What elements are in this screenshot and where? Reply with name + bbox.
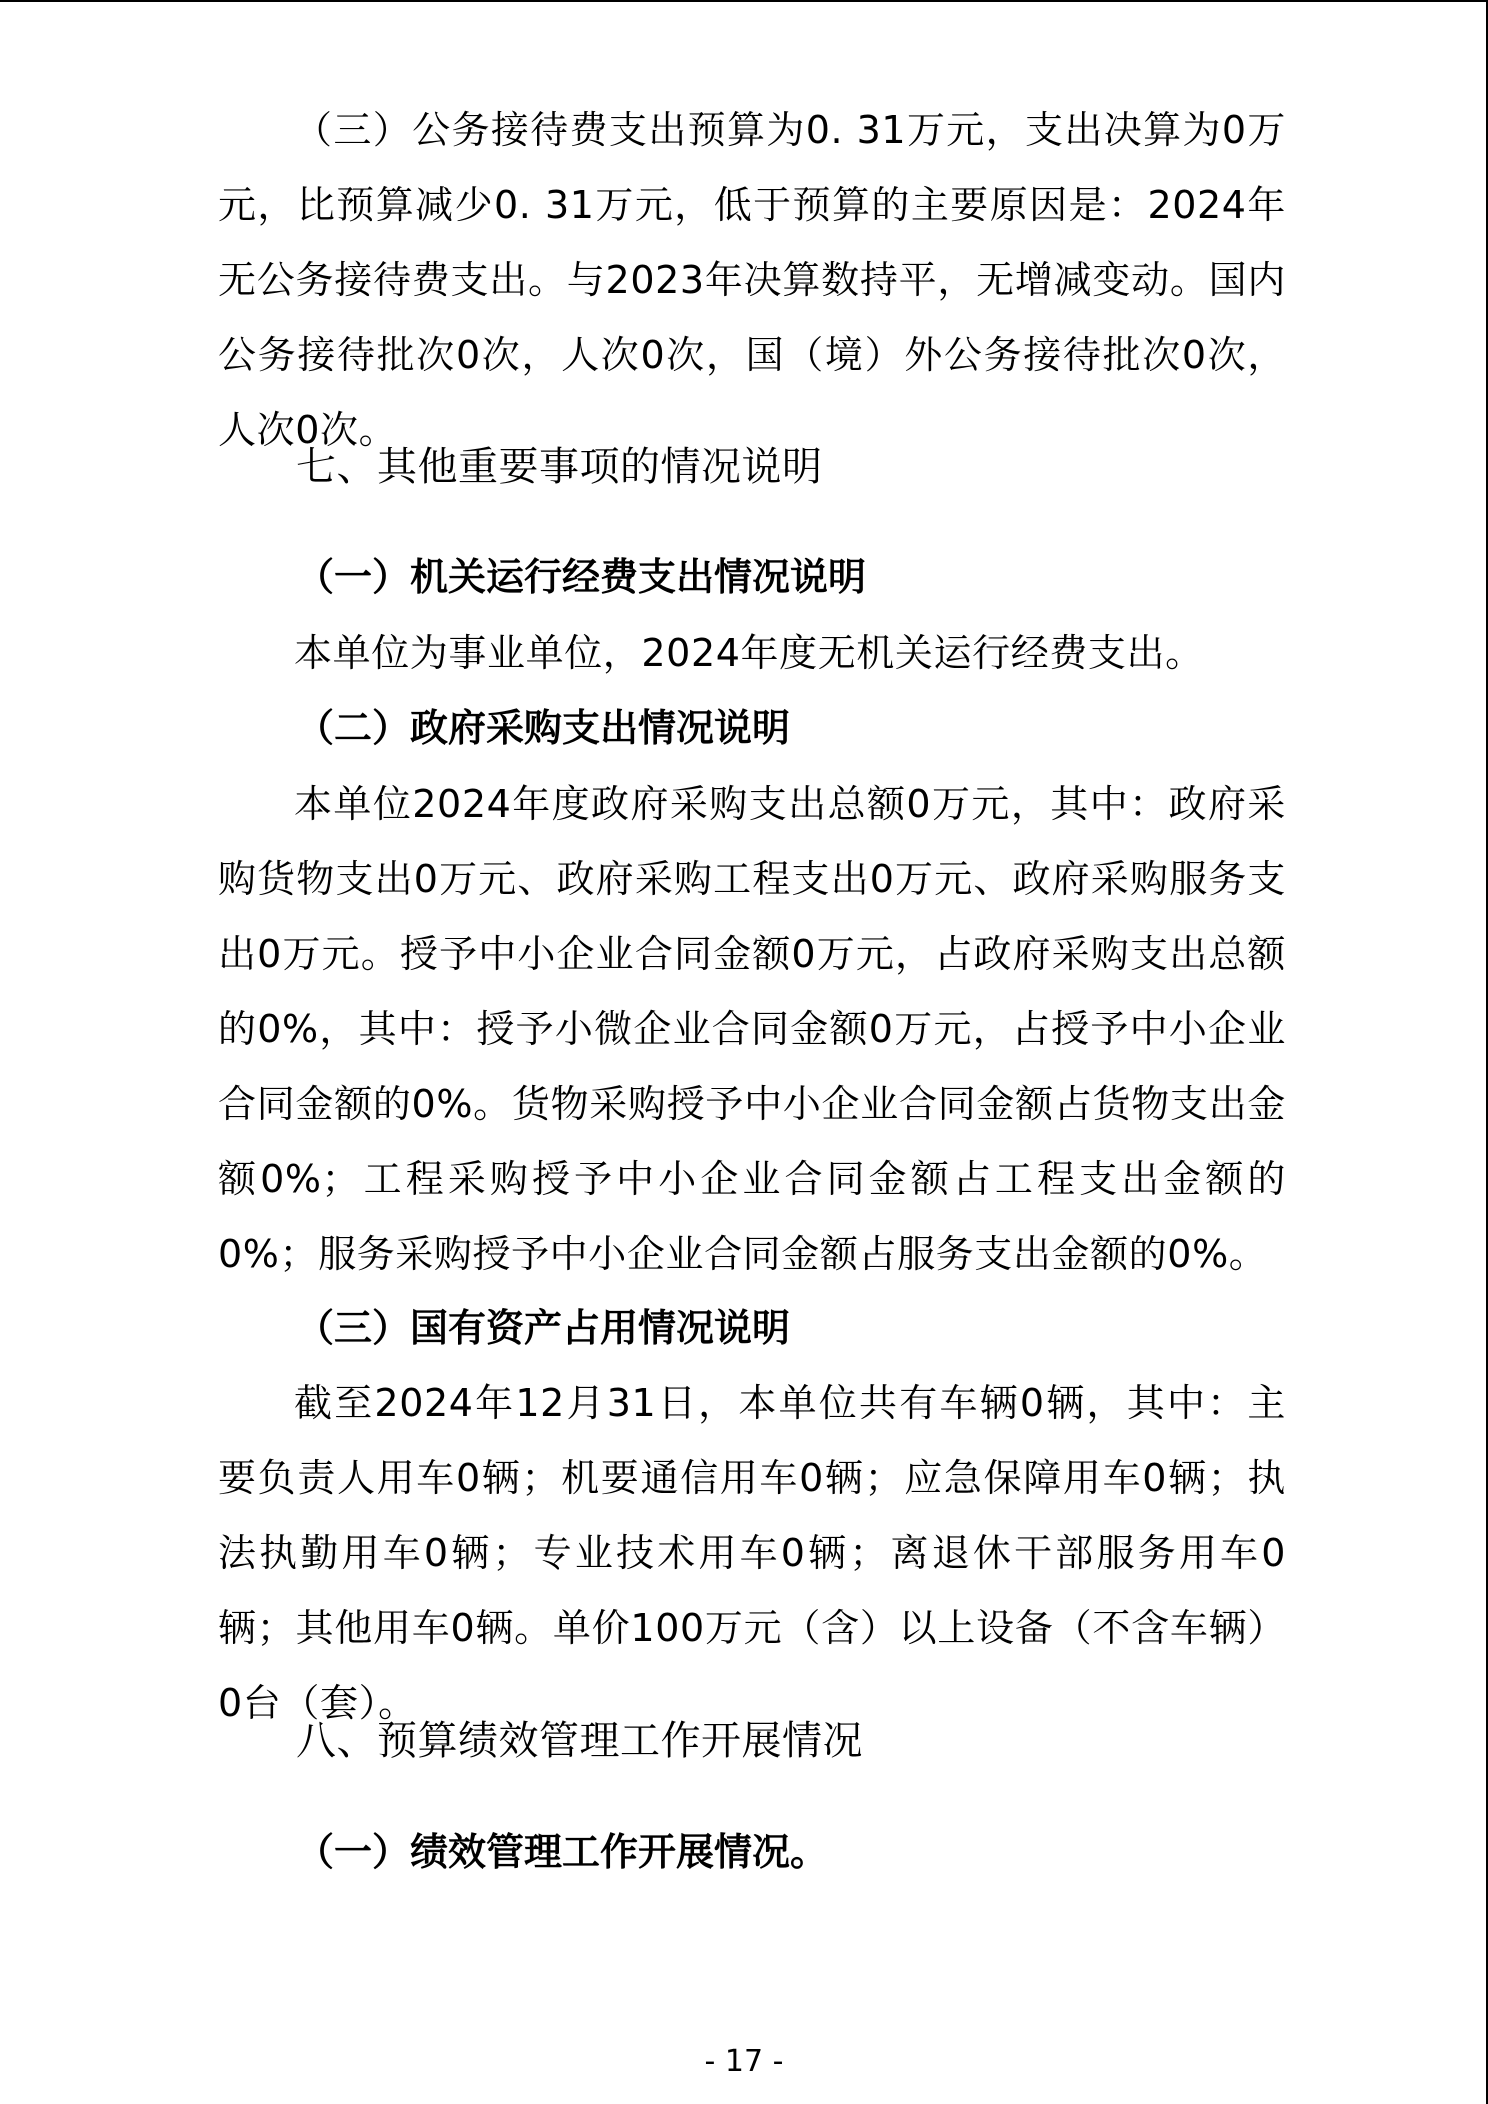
subheading-performance: （一）绩效管理工作开展情况。 bbox=[296, 1830, 829, 1874]
paragraph-reception-expenses: （三）公务接待费支出预算为0. 31万元，支出决算为0万元，比预算减少0. 31万元，低于预算的主要原因是：2024年无公务接待费支出。与2023年决算数持平，无增减变动。国内公务接待批次0次，人次0次，国（境）外公务接待批次0次，人次0次。 bbox=[218, 108, 1286, 452]
subheading-operating-expenses: （一）机关运行经费支出情况说明 bbox=[296, 555, 867, 599]
block-operating bbox=[218, 616, 1286, 691]
block-assets bbox=[218, 1366, 1286, 1741]
subheading-assets: （三）国有资产占用情况说明 bbox=[296, 1306, 791, 1350]
block-procurement bbox=[218, 767, 1286, 1292]
page-number: - 17 - bbox=[704, 2044, 784, 2079]
paragraph-operating-expenses: 本单位为事业单位，2024年度无机关运行经费支出。 bbox=[294, 631, 1204, 675]
document-body bbox=[218, 93, 1286, 468]
paragraph-assets: 截至2024年12月31日，本单位共有车辆0辆，其中：主要负责人用车0辆；机要通信用车0辆；应急保障用车0辆；执法执勤用车0辆；专业技术用车0辆；离退休干部服务用车0辆；其他用车0辆。单价100万元（含）以上设备（不含车辆）0台（套）。 bbox=[218, 1381, 1286, 1725]
section-heading-7: 七、其他重要事项的情况说明 bbox=[296, 444, 823, 490]
section-heading-8: 八、预算绩效管理工作开展情况 bbox=[296, 1718, 863, 1764]
paragraph-procurement: 本单位2024年度政府采购支出总额0万元，其中：政府采购货物支出0万元、政府采购工程支出0万元、政府采购服务支出0万元。授予中小企业合同金额0万元，占政府采购支出总额的0%，其中：授予小微企业合同金额0万元，占授予中小企业合同金额的0%。货物采购授予中小企业合同金额占货物支出金额0%；工程采购授予中小企业合同金额占工程支出金额的0%；服务采购授予中小企业合同金额占服务支出金额的0%。 bbox=[218, 782, 1286, 1276]
subheading-procurement: （二）政府采购支出情况说明 bbox=[296, 706, 791, 750]
